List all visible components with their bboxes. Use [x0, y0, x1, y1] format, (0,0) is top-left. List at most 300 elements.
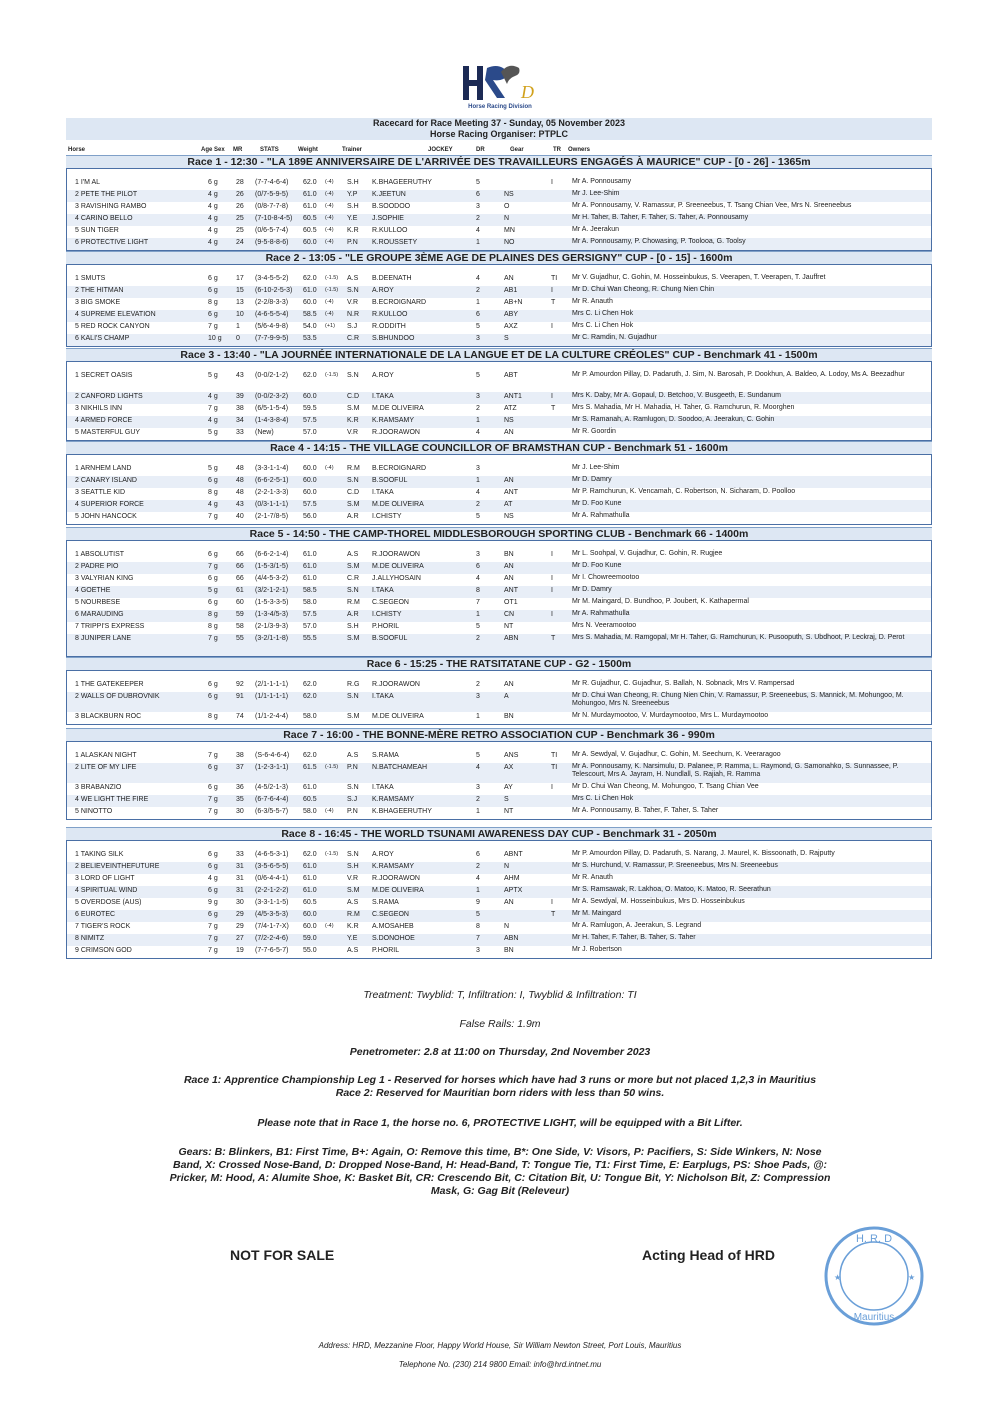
- cell-gear: A: [504, 693, 509, 700]
- cell-mr: 38: [236, 752, 244, 759]
- cell-gear: CN: [504, 611, 515, 618]
- cell-dr: 2: [476, 501, 480, 508]
- cell-gear: MN: [504, 227, 515, 234]
- cell-wt: 60.0: [303, 239, 317, 246]
- cell-stats: (2-2-1-3-3): [255, 489, 289, 496]
- cell-gear: AN: [504, 563, 514, 570]
- cell-stats: (1-5-3/1-5): [255, 563, 289, 570]
- cell-dr: 4: [476, 429, 480, 436]
- cell-trn: C.D: [347, 489, 360, 496]
- cell-tr: I: [551, 575, 553, 582]
- table-row: [67, 488, 931, 500]
- cell-gear: ATZ: [504, 405, 517, 412]
- col-horse: Horse: [68, 147, 86, 153]
- cell-horse: 2 LITE OF MY LIFE: [75, 764, 137, 771]
- cell-stats: (9-5-8-8-6): [255, 239, 289, 246]
- cell-gear: ANS: [504, 752, 519, 759]
- cell-own: Mr A. Sewdyal, M. Hosseinbukus, Mrs D. Hosseinbukus: [572, 898, 745, 905]
- cell-mr: 30: [236, 899, 244, 906]
- cell-trn: C.R: [347, 575, 360, 582]
- cell-wt: 59.0: [303, 935, 317, 942]
- cell-age: 7 g: [208, 796, 218, 803]
- cell-wt: 61.0: [303, 191, 317, 198]
- cell-jky: B.ECROIGNARD: [372, 465, 427, 472]
- cell-dr: 3: [476, 784, 480, 791]
- cell-jky: R.KULLOO: [372, 227, 408, 234]
- cell-mr: 36: [236, 784, 244, 791]
- cell-horse: 1 ARNHEM LAND: [75, 465, 132, 472]
- cell-stats: (1/1-2-4-4): [255, 713, 289, 720]
- cell-horse: 3 LORD OF LIGHT: [75, 875, 135, 882]
- cell-wt: 57.5: [303, 611, 317, 618]
- cell-dr: 2: [476, 215, 480, 222]
- table-row: [67, 500, 931, 512]
- cell-adj: (-4): [325, 465, 334, 471]
- cell-jky: R.KULLOO: [372, 311, 408, 318]
- cell-dr: 2: [476, 863, 480, 870]
- cell-age: 8 g: [208, 489, 218, 496]
- cell-jky: I.CHISTY: [372, 611, 402, 618]
- cell-mr: 33: [236, 851, 244, 858]
- table-row: [67, 190, 931, 202]
- table-row: [67, 322, 931, 334]
- cell-stats: (3-3-1-1-4): [255, 465, 289, 472]
- cell-horse: 4 GOETHE: [75, 587, 111, 594]
- cell-stats: (0/6-4-4-1): [255, 875, 289, 882]
- cell-own: Mrs C. Li Chen Hok: [572, 322, 634, 329]
- cell-gear: AN: [504, 477, 514, 484]
- cell-gear: ABY: [504, 311, 519, 318]
- cell-mr: 1: [236, 323, 240, 330]
- cell-adj: (-4): [325, 923, 334, 929]
- cell-age: 4 g: [208, 393, 218, 400]
- cell-own: Mr D. Foo Kune: [572, 500, 622, 507]
- table-row: [67, 634, 931, 656]
- cell-horse: 1 SMUTS: [75, 275, 106, 282]
- cell-mr: 59: [236, 611, 244, 618]
- cell-wt: 60.5: [303, 899, 317, 906]
- cell-wt: 60.0: [303, 465, 317, 472]
- cell-mr: 92: [236, 681, 244, 688]
- cell-age: 7 g: [208, 923, 218, 930]
- cell-adj: (-4): [325, 311, 334, 317]
- cell-tr: I: [551, 323, 553, 330]
- cell-horse: 2 CANFORD LIGHTS: [75, 393, 143, 400]
- cell-horse: 2 PADRE PIO: [75, 563, 119, 570]
- cell-dr: 3: [476, 203, 480, 210]
- cell-mr: 28: [236, 179, 244, 186]
- cell-jky: B.SOOFUL: [372, 477, 408, 484]
- cell-jky: B.DEENATH: [372, 275, 412, 282]
- cell-jky: K.ROUSSETY: [372, 239, 418, 246]
- cell-jky: J.SOPHIE: [372, 215, 404, 222]
- cell-age: 5 g: [208, 429, 218, 436]
- cell-dr: 4: [476, 764, 480, 771]
- race-title: Race 4 - 14:15 - THE VILLAGE COUNCILLOR OF BRAMSTHAN CUP - Benchmark 51 - 1600m: [66, 441, 932, 454]
- svg-text:D: D: [521, 82, 534, 102]
- cell-jky: B.ECROIGNARD: [372, 299, 427, 306]
- cell-horse: 4 CARINO BELLO: [75, 215, 133, 222]
- cell-trn: S.M: [347, 713, 360, 720]
- cell-horse: 2 WALLS OF DUBROVNIK: [75, 693, 160, 700]
- cell-gear: ABN: [504, 935, 519, 942]
- table-row: [67, 274, 931, 286]
- cell-own: Mr H. Taher, B. Taher, F. Taher, S. Taher, A. Ponnousamy: [572, 214, 749, 221]
- cell-horse: 3 BIG SMOKE: [75, 299, 121, 306]
- cell-stats: (3/2-1-2-1): [255, 587, 289, 594]
- cell-gear: N: [504, 215, 510, 222]
- table-row: [67, 214, 931, 226]
- cell-mr: 29: [236, 923, 244, 930]
- cell-wt: 61.0: [303, 784, 317, 791]
- table-row: [67, 202, 931, 214]
- cell-gear: ANT1: [504, 393, 522, 400]
- cell-stats: (2-1/3-9-3): [255, 623, 289, 630]
- race-table: [66, 168, 932, 251]
- race-title: Race 2 - 13:05 - "LE GROUPE 3ÈME AGE DE PLAINES DES GERSIGNY" CUP - [0 - 15] - 1600m: [66, 251, 932, 264]
- cell-dr: 6: [476, 563, 480, 570]
- cell-jky: K.JEETUN: [372, 191, 406, 198]
- cell-age: 6 g: [208, 887, 218, 894]
- cell-own: Mr C. Ramdin, N. Gujadhur: [572, 334, 657, 341]
- cell-trn: S.M: [347, 405, 360, 412]
- cell-trn: K.R: [347, 227, 359, 234]
- cell-stats: (2/1-1-1-1): [255, 681, 289, 688]
- cell-jky: K.RAMSAMY: [372, 863, 415, 870]
- cell-trn: V.R: [347, 299, 359, 306]
- cell-gear: OT1: [504, 599, 518, 606]
- cell-gear: ABNT: [504, 851, 523, 858]
- cell-trn: V.R: [347, 875, 359, 882]
- cell-mr: 31: [236, 887, 244, 894]
- cell-age: 6 g: [208, 863, 218, 870]
- cell-age: 4 g: [208, 227, 218, 234]
- race-6: [66, 657, 932, 725]
- cell-gear: NT: [504, 623, 514, 630]
- cell-trn: S.J: [347, 796, 358, 803]
- race-table: [66, 670, 932, 725]
- cell-age: 7 g: [208, 405, 218, 412]
- cell-horse: 4 SPIRITUAL WIND: [75, 887, 138, 894]
- col-age-sex: Age Sex: [201, 147, 225, 153]
- cell-tr: I: [551, 179, 553, 186]
- cell-tr: TI: [551, 764, 558, 771]
- cell-age: 6 g: [208, 287, 218, 294]
- race-title: Race 6 - 15:25 - THE RATSITATANE CUP - G2 - 1500m: [66, 657, 932, 670]
- not-for-sale: NOT FOR SALE: [230, 1247, 335, 1263]
- cell-trn: S.M: [347, 887, 360, 894]
- cell-horse: 2 BELIEVEINTHEFUTURE: [75, 863, 160, 870]
- cell-age: 7 g: [208, 808, 218, 815]
- table-row: [67, 946, 931, 958]
- cell-dr: 8: [476, 587, 480, 594]
- cell-dr: 3: [476, 393, 480, 400]
- cell-age: 4 g: [208, 417, 218, 424]
- racecard-title: Racecard for Race Meeting 37 - Sunday, 05 November 2023: [66, 118, 932, 129]
- cell-wt: 58.5: [303, 587, 317, 594]
- cell-horse: 5 JOHN HANCOCK: [75, 513, 137, 520]
- cell-wt: 60.0: [303, 477, 317, 484]
- cell-trn: R.M: [347, 911, 360, 918]
- cell-stats: (1/1-1-1-1): [255, 693, 289, 700]
- cell-wt: 61.0: [303, 887, 317, 894]
- col-mr: MR: [233, 147, 243, 153]
- cell-mr: 31: [236, 875, 244, 882]
- cell-dr: 1: [476, 887, 480, 894]
- cell-jky: R.JOORAWON: [372, 429, 420, 436]
- cell-mr: 19: [236, 947, 244, 954]
- cell-adj: (-4): [325, 239, 334, 245]
- col-jockey: JOCKEY: [428, 147, 453, 153]
- cell-wt: 62.0: [303, 752, 317, 759]
- cell-gear: N: [504, 923, 510, 930]
- cell-horse: 6 MARAUDING: [75, 611, 124, 618]
- cell-age: 4 g: [208, 203, 218, 210]
- cell-mr: 34: [236, 417, 244, 424]
- cell-trn: Y.E: [347, 935, 358, 942]
- cell-dr: 4: [476, 275, 480, 282]
- cell-dr: 5: [476, 372, 480, 379]
- cell-own: Mr P. Amourdon Pillay, D. Padaruth, J. Sim, N. Barosah, P. Dookhun, A. Baldeo, A. Lodoy, Ms A. Beezadhur: [572, 371, 905, 378]
- cell-mr: 66: [236, 563, 244, 570]
- race-title: Race 1 - 12:30 - "LA 189E ANNIVERSAIRE DE L'ARRIVÉE DES TRAVAILLEURS ENGAGÉS À MAURICE" CUP - [0 - 26] - 1365m: [66, 155, 932, 168]
- cell-jky: A.ROY: [372, 372, 394, 379]
- cell-dr: 5: [476, 911, 480, 918]
- race-table: [66, 840, 932, 959]
- table-row: [67, 795, 931, 807]
- cell-tr: T: [551, 299, 556, 306]
- cell-jky: A.MOSAHEB: [372, 923, 414, 930]
- cell-wt: 53.5: [303, 335, 317, 342]
- cell-gear: AN: [504, 681, 514, 688]
- cell-horse: 6 KALI'S CHAMP: [75, 335, 130, 342]
- cell-jky: K.BHAGEERUTHY: [372, 179, 432, 186]
- table-row: [67, 226, 931, 238]
- cell-age: 5 g: [208, 587, 218, 594]
- cell-own: Mrs C. Li Chen Hok: [572, 795, 634, 802]
- cell-trn: S.M: [347, 501, 360, 508]
- table-row: [67, 428, 931, 440]
- cell-jky: P.HORIL: [372, 623, 400, 630]
- cell-dr: 4: [476, 575, 480, 582]
- col-gear: Gear: [510, 147, 524, 153]
- table-row: [67, 862, 931, 874]
- table-row: [67, 850, 931, 862]
- cell-own: Mrs N. Veeramootoo: [572, 622, 637, 629]
- cell-horse: 7 TRIPPI'S EXPRESS: [75, 623, 145, 630]
- cell-own: Mrs K. Daby, Mr A. Gopaul, D. Betchoo, V. Busgeeth, E. Sundanum: [572, 392, 781, 399]
- cell-own: Mr J. Lee-Shim: [572, 464, 620, 471]
- cell-wt: 61.0: [303, 563, 317, 570]
- cell-own: Mr A. Rahmathulla: [572, 512, 630, 519]
- table-row: [67, 476, 931, 488]
- cell-horse: 5 NINOTTO: [75, 808, 113, 815]
- cell-dr: 3: [476, 465, 480, 472]
- cell-wt: 62.0: [303, 179, 317, 186]
- cell-horse: 3 NIKHILS INN: [75, 405, 123, 412]
- cell-wt: 54.0: [303, 323, 317, 330]
- cell-jky: S.DONOHOE: [372, 935, 415, 942]
- cell-gear: AN: [504, 899, 514, 906]
- cell-own: Mr A. Ponnousamy, V. Ramassur, P. Sreeneebus, T. Tsang Chian Vee, Mrs N. Sreeneebus: [572, 202, 852, 209]
- race-3: [66, 348, 932, 441]
- cell-wt: 60.0: [303, 393, 317, 400]
- cell-age: 6 g: [208, 911, 218, 918]
- table-row: [67, 286, 931, 298]
- cell-age: 6 g: [208, 784, 218, 791]
- cell-dr: 2: [476, 796, 480, 803]
- cell-mr: 37: [236, 764, 244, 771]
- cell-own: Mr S. Ramanah, A. Ramlugon, D. Soodoo, A. Jeerakun, C. Gohin: [572, 416, 775, 423]
- cell-horse: 5 NOURBESE: [75, 599, 121, 606]
- cell-horse: 5 RED ROCK CANYON: [75, 323, 150, 330]
- cell-horse: 4 SUPREME ELEVATION: [75, 311, 156, 318]
- cell-jky: R.ODDITH: [372, 323, 406, 330]
- cell-horse: 8 NIMITZ: [75, 935, 105, 942]
- cell-dr: 8: [476, 923, 480, 930]
- cell-stats: (3-2/1-1-8): [255, 635, 289, 642]
- cell-stats: (0/8-7-7-8): [255, 203, 289, 210]
- cell-gear: BN: [504, 551, 514, 558]
- cell-mr: 25: [236, 215, 244, 222]
- cell-mr: 24: [236, 239, 244, 246]
- cell-gear: ABT: [504, 372, 518, 379]
- cell-mr: 33: [236, 429, 244, 436]
- cell-trn: S.N: [347, 587, 359, 594]
- cell-stats: (1-3-4/5-3): [255, 611, 289, 618]
- table-row: [67, 238, 931, 250]
- race-table: [66, 264, 932, 347]
- cell-wt: 62.0: [303, 851, 317, 858]
- cell-trn: S.N: [347, 851, 359, 858]
- cell-mr: 10: [236, 311, 244, 318]
- table-row: [67, 874, 931, 886]
- cell-jky: I.TAKA: [372, 393, 394, 400]
- cell-mr: 74: [236, 713, 244, 720]
- cell-dr: 2: [476, 635, 480, 642]
- acting-head-signature: Acting Head of HRD: [642, 1247, 775, 1263]
- cell-own: Mrs C. Li Chen Hok: [572, 310, 634, 317]
- treatment-note: Treatment: Twyblid: T, Infiltration: I, Twyblid & Infiltration: TI: [363, 989, 637, 1001]
- cell-horse: 1 ABSOLUTIST: [75, 551, 125, 558]
- cell-age: 8 g: [208, 713, 218, 720]
- cell-jky: M.DE OLIVEIRA: [372, 563, 424, 570]
- cell-horse: 1 THE GATEKEEPER: [75, 681, 144, 688]
- cell-wt: 58.0: [303, 808, 317, 815]
- cell-own: Mr D. Foo Kune: [572, 562, 622, 569]
- table-row: [67, 512, 931, 524]
- cell-tr: TI: [551, 275, 558, 282]
- cell-dr: 5: [476, 179, 480, 186]
- cell-gear: NS: [504, 513, 514, 520]
- cell-own: Mr V. Gujadhur, C. Gohin, M. Hosseinbukus, S. Veerapen, T. Veerapen, T. Jauffret: [572, 274, 826, 281]
- cell-stats: (6-3/5-5-7): [255, 808, 289, 815]
- cell-gear: ANT: [504, 587, 518, 594]
- col-weight: Weight: [298, 147, 318, 153]
- cell-dr: 4: [476, 227, 480, 234]
- cell-own: Mr H. Taher, F. Taher, B. Taher, S. Taher: [572, 934, 696, 941]
- cell-stats: (4-5/2-1-3): [255, 784, 289, 791]
- cell-wt: 61.0: [303, 875, 317, 882]
- cell-stats: (6-6-2-5-1): [255, 477, 289, 484]
- cell-gear: AN: [504, 429, 514, 436]
- cell-mr: 25: [236, 227, 244, 234]
- cell-gear: AT: [504, 501, 513, 508]
- cell-trn: V.R: [347, 429, 359, 436]
- cell-jky: M.DE OLIVEIRA: [372, 887, 424, 894]
- cell-trn: R.M: [347, 599, 360, 606]
- table-row: [67, 922, 931, 934]
- cell-adj: (-4): [325, 227, 334, 233]
- cell-tr: TI: [551, 752, 558, 759]
- cell-own: Mr R. Anauth: [572, 298, 613, 305]
- cell-horse: 4 ARMED FORCE: [75, 417, 133, 424]
- table-row: [67, 712, 931, 724]
- cell-gear: ANT: [504, 489, 518, 496]
- cell-stats: (S-6-4-6-4): [255, 752, 290, 759]
- cell-age: 5 g: [208, 372, 218, 379]
- cell-mr: 26: [236, 191, 244, 198]
- cell-mr: 30: [236, 808, 244, 815]
- cell-wt: 58.5: [303, 311, 317, 318]
- cell-trn: A.S: [347, 275, 359, 282]
- col-owners: Owners: [568, 147, 591, 153]
- cell-tr: I: [551, 287, 553, 294]
- cell-stats: (1-4-3-8-4): [255, 417, 289, 424]
- table-row: [67, 310, 931, 322]
- cell-wt: 55.0: [303, 947, 317, 954]
- cell-horse: 1 I'M AL: [75, 179, 101, 186]
- cell-dr: 1: [476, 417, 480, 424]
- table-row: [67, 610, 931, 622]
- cell-tr: I: [551, 393, 553, 400]
- cell-horse: 5 SUN TIGER: [75, 227, 119, 234]
- cell-horse: 5 MASTERFUL GUY: [75, 429, 141, 436]
- cell-jky: S.BHUNDOO: [372, 335, 415, 342]
- cell-gear: NT: [504, 808, 514, 815]
- cell-wt: 61.0: [303, 863, 317, 870]
- cell-jky: M.DE OLIVEIRA: [372, 713, 424, 720]
- cell-mr: 29: [236, 911, 244, 918]
- cell-horse: 6 EUROTEC: [75, 911, 116, 918]
- cell-gear: NO: [504, 239, 515, 246]
- cell-stats: (2-2-1-2-2): [255, 887, 289, 894]
- cell-adj: (-4): [325, 203, 334, 209]
- cell-trn: P.N: [347, 239, 358, 246]
- cell-trn: A.R: [347, 513, 359, 520]
- cell-own: Mr A. Ponnousamy, P. Chowasing, P. Toolooa, G. Toolsy: [572, 238, 746, 245]
- cell-dr: 3: [476, 693, 480, 700]
- cell-trn: Y.P: [347, 191, 358, 198]
- logo-subtitle: Horse Racing Division: [468, 104, 532, 110]
- cell-stats: (0/6-5-7-4): [255, 227, 289, 234]
- cell-wt: 61.0: [303, 575, 317, 582]
- cell-jky: B.SOOFUL: [372, 635, 408, 642]
- cell-own: Mr A. Ramlugon, A. Jeerakun, S. Legrand: [572, 922, 702, 929]
- cell-jky: I.TAKA: [372, 693, 394, 700]
- cell-trn: A.S: [347, 551, 359, 558]
- cell-horse: 3 VALYRIAN KING: [75, 575, 134, 582]
- organiser-title: Horse Racing Organiser: PTPLC: [66, 129, 932, 140]
- cell-own: Mr P. Amourdon Pillay, D. Padaruth, S. Narang, J. Maurel, K. Bissoonath, D. Rajputty: [572, 850, 835, 857]
- cell-age: 4 g: [208, 501, 218, 508]
- cell-gear: BN: [504, 713, 514, 720]
- table-row: [67, 783, 931, 795]
- cell-wt: 60.5: [303, 215, 317, 222]
- cell-jky: K.RAMSAMY: [372, 796, 415, 803]
- cell-jky: C.SEGEON: [372, 911, 409, 918]
- cell-dr: 6: [476, 851, 480, 858]
